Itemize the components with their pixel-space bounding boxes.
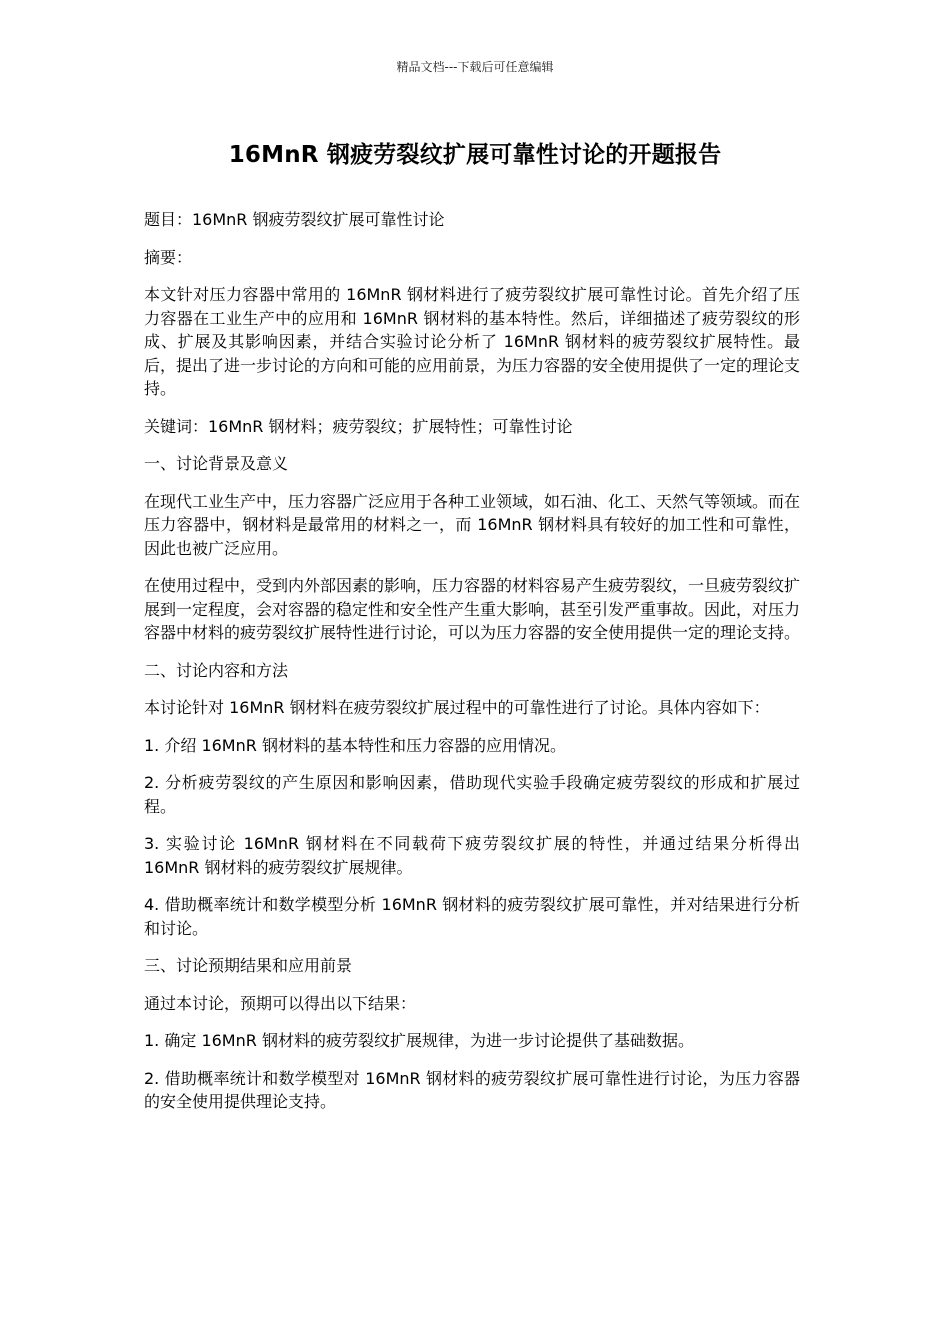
section-heading: 三、讨论预期结果和应用前景 bbox=[144, 956, 353, 975]
document-body bbox=[144, 208, 800, 1128]
body-paragraph: 本讨论针对 16MnR 钢材料在疲劳裂纹扩展过程中的可靠性进行了讨论。具体内容如下： bbox=[144, 698, 770, 717]
body-paragraph: 在使用过程中，受到内外部因素的影响，压力容器的材料容易产生疲劳裂纹，一旦疲劳裂纹扩展到一定程度，会对容器的稳定性和安全性产生重大影响，甚至引发严重事故。因此，对压力容器中材料的疲劳裂纹扩展特性进行讨论，可以为压力容器的安全使用提供一定的理论支持。 bbox=[144, 576, 801, 642]
section-heading: 二、讨论内容和方法 bbox=[144, 660, 289, 680]
page-header: 精品文档---下载后可任意编辑 bbox=[396, 60, 554, 74]
section-heading: 一、讨论背景及意义 bbox=[144, 454, 289, 473]
document-title: 16MnR 钢疲劳裂纹扩展可靠性讨论的开题报告 bbox=[228, 142, 722, 168]
body-paragraph: 在现代工业生产中，压力容器广泛应用于各种工业领域，如石油、化工、天然气等领域。而在压力容器中，钢材料是最常用的材料之一，而 16MnR 钢材料具有较好的加工性和可靠性，因此也被广泛应用。 bbox=[144, 491, 801, 558]
list-item: 4. 借助概率统计和数学模型分析 16MnR 钢材料的疲劳裂纹扩展可靠性，并对结果进行分析和讨论。 bbox=[144, 895, 800, 938]
list-item: 1. 介绍 16MnR 钢材料的基本特性和压力容器的应用情况。 bbox=[144, 735, 566, 755]
abstract-label: 摘要： bbox=[144, 247, 193, 267]
list-item: 2. 分析疲劳裂纹的产生原因和影响因素，借助现代实验手段确定疲劳裂纹的形成和扩展过程。 bbox=[144, 773, 800, 816]
list-item: 3. 实验讨论 16MnR 钢材料在不同载荷下疲劳裂纹扩展的特性，并通过结果分析得出 16MnR 钢材料的疲劳裂纹扩展规律。 bbox=[144, 834, 800, 877]
list-item: 1. 确定 16MnR 钢材料的疲劳裂纹扩展规律，为进一步讨论提供了基础数据。 bbox=[144, 1031, 694, 1050]
body-paragraph: 通过本讨论，预期可以得出以下结果： bbox=[144, 993, 417, 1013]
topic-line: 题目：16MnR 钢疲劳裂纹扩展可靠性讨论 bbox=[144, 210, 445, 229]
abstract-paragraph: 本文针对压力容器中常用的 16MnR 钢材料进行了疲劳裂纹扩展可靠性讨论。首先介绍了压力容器在工业生产中的应用和 16MnR 钢材料的基本特性。然后，详细描述了疲劳裂纹的形成、扩展及其影响因素，并结合实验讨论分析了 16MnR 钢材料的疲劳裂纹扩展特性。最后，提出了进一步讨论的方向和可能的应用前景，为压力容器的安全使用提供了一定的理论支持。 bbox=[144, 285, 801, 398]
list-item: 2. 借助概率统计和数学模型对 16MnR 钢材料的疲劳裂纹扩展可靠性进行讨论，为压力容器的安全使用提供理论支持。 bbox=[144, 1068, 800, 1111]
keywords-line: 关键词：16MnR 钢材料；疲劳裂纹；扩展特性；可靠性讨论 bbox=[144, 416, 573, 436]
